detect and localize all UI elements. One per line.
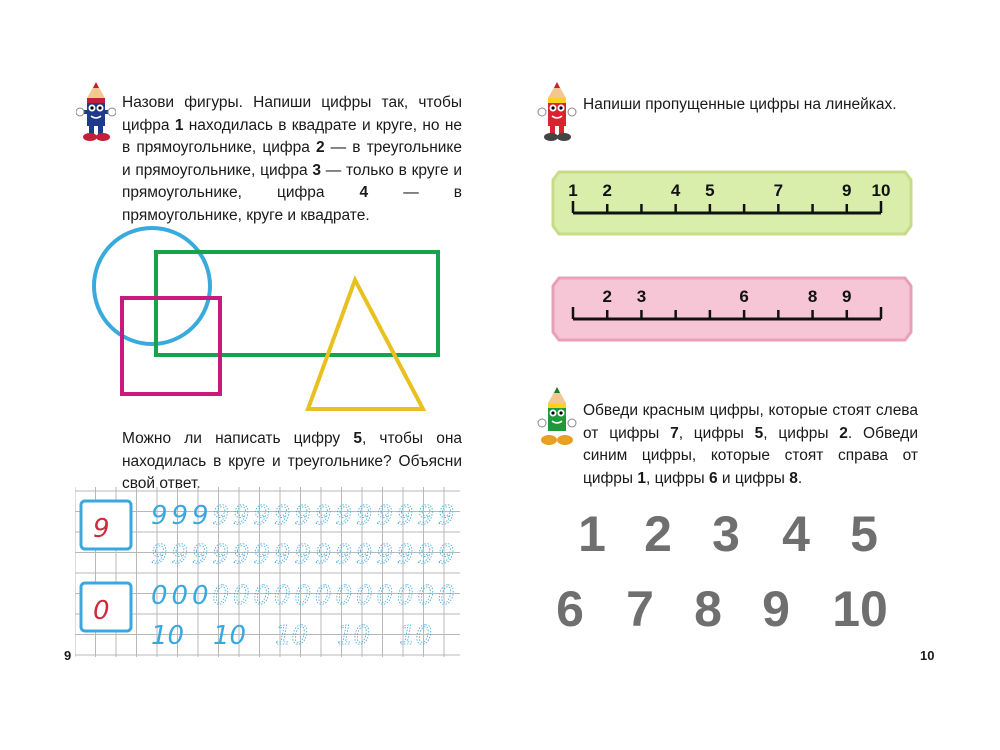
copy-digit: 9 [376, 501, 394, 531]
digit[interactable]: 8 [694, 581, 722, 637]
pencil-mascot-icon [537, 80, 577, 142]
copybook-grid [75, 487, 460, 657]
digit[interactable]: 3 [712, 506, 740, 562]
page-number-right: 10 [920, 648, 935, 663]
ruler-pink [549, 274, 915, 344]
task4-text: Обведи красным цифры, которые стоят слева от цифры 7, цифры 5, цифры 2. Обведи синим цифры, которые стоят справа от цифры 1, цифры 6 и цифры 8. [583, 402, 919, 487]
copy-digit: 0 [93, 596, 110, 626]
copy-digit: 9 [438, 501, 455, 531]
digit[interactable]: 6 [556, 581, 584, 637]
task2-text: Можно ли написать цифру 5, чтобы она находилась в круге и треугольнике? Объясни свой ответ. [122, 430, 463, 492]
ruler-number: 2 [602, 287, 612, 306]
copy-digit: 9 [417, 540, 435, 570]
copy-digit: 0 [253, 581, 271, 611]
circle-shape [94, 228, 210, 344]
digit[interactable]: 5 [850, 506, 878, 562]
copy-digit: 9 [233, 501, 250, 531]
ruler-number: 7 [773, 181, 784, 200]
copy-digit: 9 [212, 540, 230, 570]
copy-digit: 9 [294, 501, 312, 531]
copy-digit: 0 [397, 581, 414, 611]
digits-row-2 [525, 580, 925, 642]
copy-digit: 0 [335, 581, 353, 611]
copy-digit: 9 [192, 501, 209, 531]
copy-digit: 10 [275, 621, 309, 651]
copy-digit: 9 [335, 501, 353, 531]
copy-digit: 0 [171, 581, 189, 611]
pencil-mascot-icon [537, 385, 577, 447]
copy-digit: 9 [294, 540, 312, 570]
copy-digit: 9 [171, 501, 189, 531]
copy-digit: 9 [151, 540, 168, 570]
pencil-mascot-icon [76, 80, 116, 142]
copy-digit: 0 [192, 581, 209, 611]
copy-digit: 9 [212, 501, 230, 531]
copy-digit: 10 [151, 621, 185, 651]
ruler-green [549, 168, 915, 238]
shapes-figure [85, 222, 445, 417]
copy-digit: 9 [356, 501, 373, 531]
copy-digit: 0 [212, 581, 230, 611]
digit[interactable]: 10 [832, 581, 888, 637]
copy-digit: 0 [151, 581, 168, 611]
ruler-number: 9 [842, 287, 852, 306]
digit[interactable]: 1 [578, 506, 606, 562]
digits-row-1 [547, 505, 907, 567]
task1-text: Назови фигуры. Напиши цифры так, чтобы цифра 1 находилась в квадрате и круге, но не в прямоугольнике, цифра 2 — в треугольнике и прямоугольнике, цифра 3 — только в круге и прямоугольнике, цифра 4 — в прямоугольнике, круге и квадрате. [122, 94, 462, 224]
copy-digit: 9 [192, 540, 209, 570]
rectangle-shape [156, 252, 438, 355]
ruler-number: 9 [842, 181, 852, 200]
ruler-number: 2 [602, 181, 612, 200]
copy-digit: 10 [213, 621, 247, 651]
copy-digit: 9 [93, 514, 110, 544]
page-number-left: 9 [64, 648, 72, 663]
ruler-number: 10 [871, 181, 891, 200]
digit[interactable]: 2 [644, 506, 672, 562]
copy-digit: 9 [171, 540, 189, 570]
copy-digit: 9 [356, 540, 373, 570]
copy-digit: 9 [274, 540, 291, 570]
ruler-number: 8 [807, 287, 818, 306]
triangle-shape [308, 280, 423, 409]
ruler-number: 3 [636, 287, 647, 306]
copy-digit: 9 [315, 501, 332, 531]
copy-digit: 0 [294, 581, 312, 611]
copy-digit: 0 [376, 581, 394, 611]
copy-digit: 10 [399, 621, 433, 651]
copy-digit: 9 [335, 540, 353, 570]
digit[interactable]: 9 [762, 581, 790, 637]
copy-digit: 9 [253, 501, 271, 531]
ruler-number: 1 [568, 181, 578, 200]
task3-text: Напиши пропущенные цифры на линейках. [583, 96, 897, 113]
copy-digit: 9 [253, 540, 271, 570]
copy-digit: 9 [438, 540, 455, 570]
copy-digit: 9 [274, 501, 291, 531]
ruler-number: 6 [739, 287, 749, 306]
copy-digit: 9 [315, 540, 332, 570]
copy-digit: 0 [315, 581, 332, 611]
copy-digit: 0 [233, 581, 250, 611]
ruler-number: 4 [670, 181, 681, 200]
copy-digit: 9 [397, 501, 414, 531]
copy-digit: 0 [356, 581, 373, 611]
copy-digit: 9 [376, 540, 394, 570]
copy-digit: 10 [337, 621, 371, 651]
digit[interactable]: 7 [626, 581, 654, 637]
ruler-number: 5 [705, 181, 715, 200]
copy-digit: 0 [417, 581, 435, 611]
copy-digit: 9 [397, 540, 414, 570]
copy-digit: 9 [151, 501, 168, 531]
copy-digit: 0 [438, 581, 455, 611]
copy-digit: 9 [233, 540, 250, 570]
copy-digit: 0 [274, 581, 291, 611]
digit[interactable]: 4 [782, 506, 810, 562]
copy-digit: 9 [417, 501, 435, 531]
